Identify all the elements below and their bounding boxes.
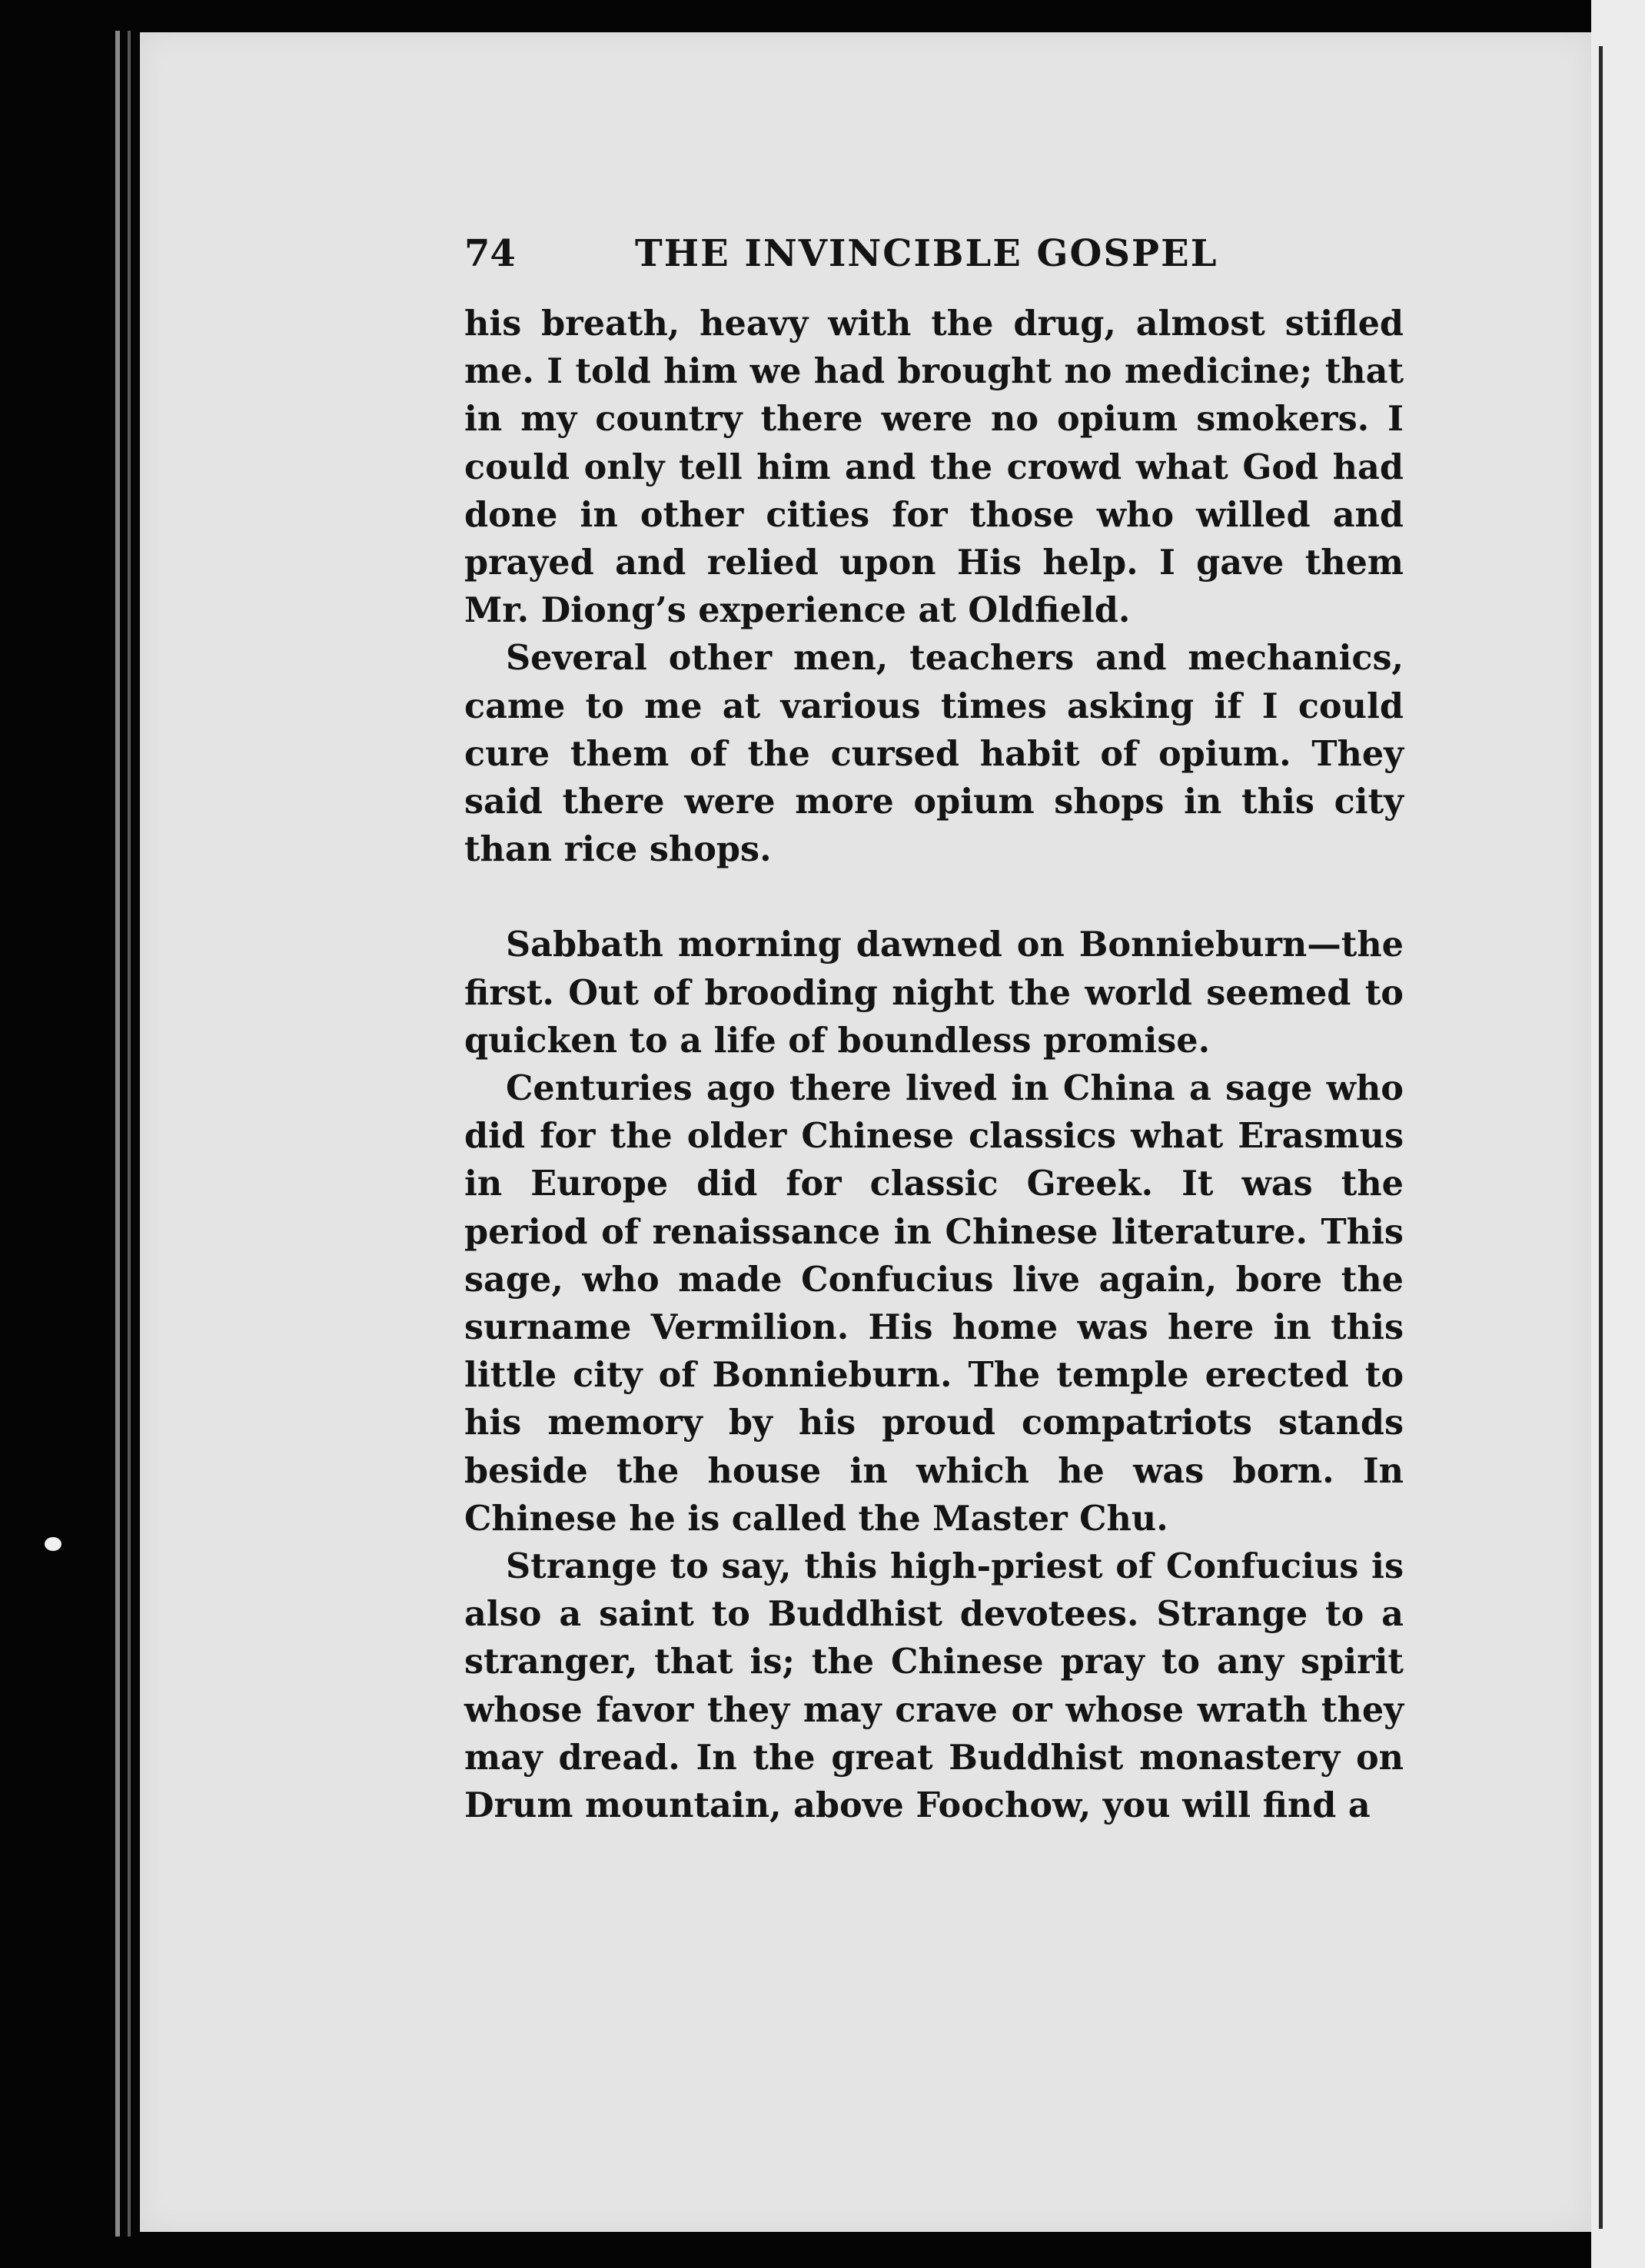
page-text (464, 223, 1404, 1829)
paragraph: Strange to say, this high-priest of Confucius is also a saint to Buddhist devotees. Strange to a stranger, that is; the Chinese pray to any spirit whose favor they may crave or whose wrath they may dread. In the great Buddhist monastery on Drum mountain, above Foochow, you will find a (464, 1546, 1404, 1826)
running-head: THE INVINCIBLE GOSPEL (635, 232, 1218, 275)
paragraph: Sabbath morning dawned on Bonnieburn—the first. Out of brooding night the world seemed to quicken to a life of boundless promise. (464, 925, 1404, 1061)
binding-speck (45, 1537, 61, 1551)
binding-line (115, 31, 120, 2236)
section-break (464, 873, 1404, 921)
page-number: 74 (464, 232, 516, 275)
binding-line (128, 31, 131, 2236)
paragraph: his breath, heavy with the drug, almost stifled me. I told him we had brought no medicine; that in my country there were no opium smokers. I could only tell him and the crowd what God had done in other cities for those who willed and prayed and relied upon His help. I gave them Mr. Diong’s experience at Oldfield. (464, 304, 1404, 631)
facing-page-edge-line (1599, 46, 1603, 2229)
paragraph: Centuries ago there lived in China a sage who did for the older Chinese classics what Erasmus in Europe did for classic Greek. It was the period of renaissance in Chinese literature. This sage, who made Confucius live again, bore the surname Vermilion. His home was here in this little city of Bonnieburn. The temple erected to his memory by his proud compatriots stands beside the house in which he was born. In Chinese he is called the Master Chu. (464, 1068, 1404, 1539)
page-header (464, 223, 1404, 284)
paragraph: Several other men, teachers and mechanics, came to me at various times asking if I could cure them of the cursed habit of opium. They said there were more opium shops in this city than rice shops. (464, 638, 1404, 870)
